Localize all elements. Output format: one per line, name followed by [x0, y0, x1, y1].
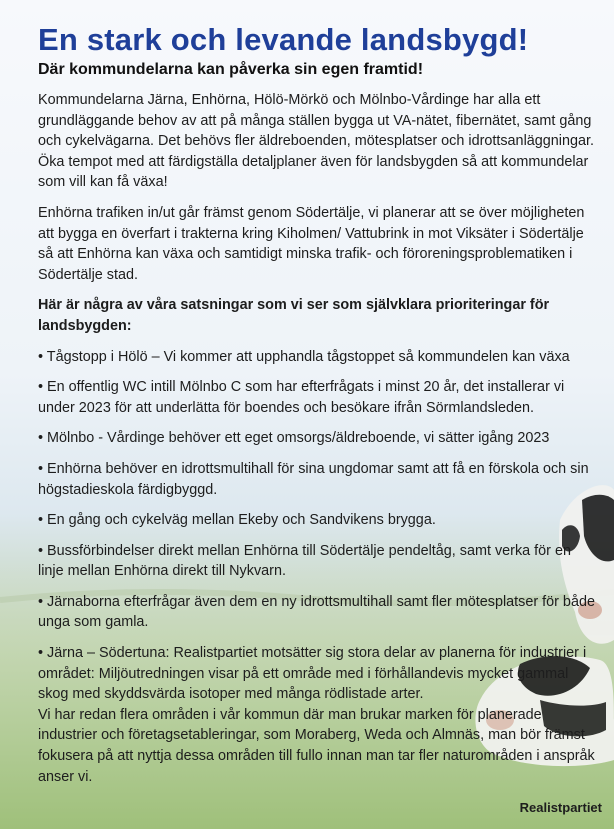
list-item: • En gång och cykelväg mellan Ekeby och Sandvikens brygga. — [38, 512, 436, 529]
subtitle: Där kommundelarna kan påverka sin egen framtid! — [38, 61, 424, 78]
article — [38, 22, 598, 787]
list-item: • Bussförbindelser direkt mellan Enhörna till Södertälje pendeltåg, samt verka för en linje mellan Enhörna direkt till Nykvarn. — [38, 542, 571, 580]
closing-paragraph: Vi har redan flera områden i vår kommun där man brukar marken för planerade industrier och företagsetableringar, som Moraberg, Weda och Almnäs, man bör främst fokusera på att nyttja dessa områden till fullo innan man tar fler naturområden i anspråk anser vi. — [38, 706, 595, 785]
list-item: • Enhörna behöver en idrottsmultihall för sina ungdomar samt att få en förskola och sin högstadieskola färdigbyggd. — [38, 460, 589, 498]
page-title: En stark och levande landsbygd! — [38, 22, 529, 57]
list-item: • Järnaborna efterfrågar även dem en ny idrottsmultihall samt fler mötesplatser för både unga som gamla. — [38, 593, 595, 631]
list-item: • En offentlig WC intill Mölnbo C som har efterfrågats i minst 20 år, det installerar vi under 2023 för att underlätta för boendes och besökare ifrån Sörmlandsleden. — [38, 379, 565, 416]
intro-paragraph: Kommundelarna Järna, Enhörna, Hölö-Mörkö och Mölnbo-Vårdinge har alla ett grundläggande behov av att på många ställen bygga ut VA-nätet, fibernätet, samt gång och cykelvägarna. Det behövs fler äldreboenden, mötesplatser och idrottsanläggningar. Öka tempot med att färdigställa detaljplaner även för landsbygden så att kommundelar som vill kan få växa! — [38, 92, 594, 191]
list-item: • Tågstopp i Hölö – Vi kommer att upphandla tågstoppet så kommundelen kan växa — [38, 348, 570, 365]
list-item: • Mölnbo - Vårdinge behöver ett eget omsorgs/äldreboende, vi sätter igång 2023 — [38, 430, 550, 447]
list-item: • Järna – Södertuna: Realistpartiet motsätter sig stora delar av planerna för industrier i området: Miljöutredningen visar på ett område med i förhållandevis mycket gammal skog med skyddsvärda isotoper med många rödlistade arter. — [38, 645, 587, 703]
priorities-heading: Här är några av våra satsningar som vi ser som självklara prioriteringar för landsbygden: — [38, 297, 550, 334]
traffic-paragraph: Enhörna trafiken in/ut går främst genom Södertälje, vi planerar att se över möjligheten att bygga en överfart i trakterna kring Kiholmen/ Vattubrink in mot Viksäter i Södertälje så att Enhörna kan växa och samtidigt minska trafik- och föroreningsproblematiken i Södertälje stad. — [38, 204, 585, 283]
party-signature: Realistpartiet — [519, 800, 602, 815]
